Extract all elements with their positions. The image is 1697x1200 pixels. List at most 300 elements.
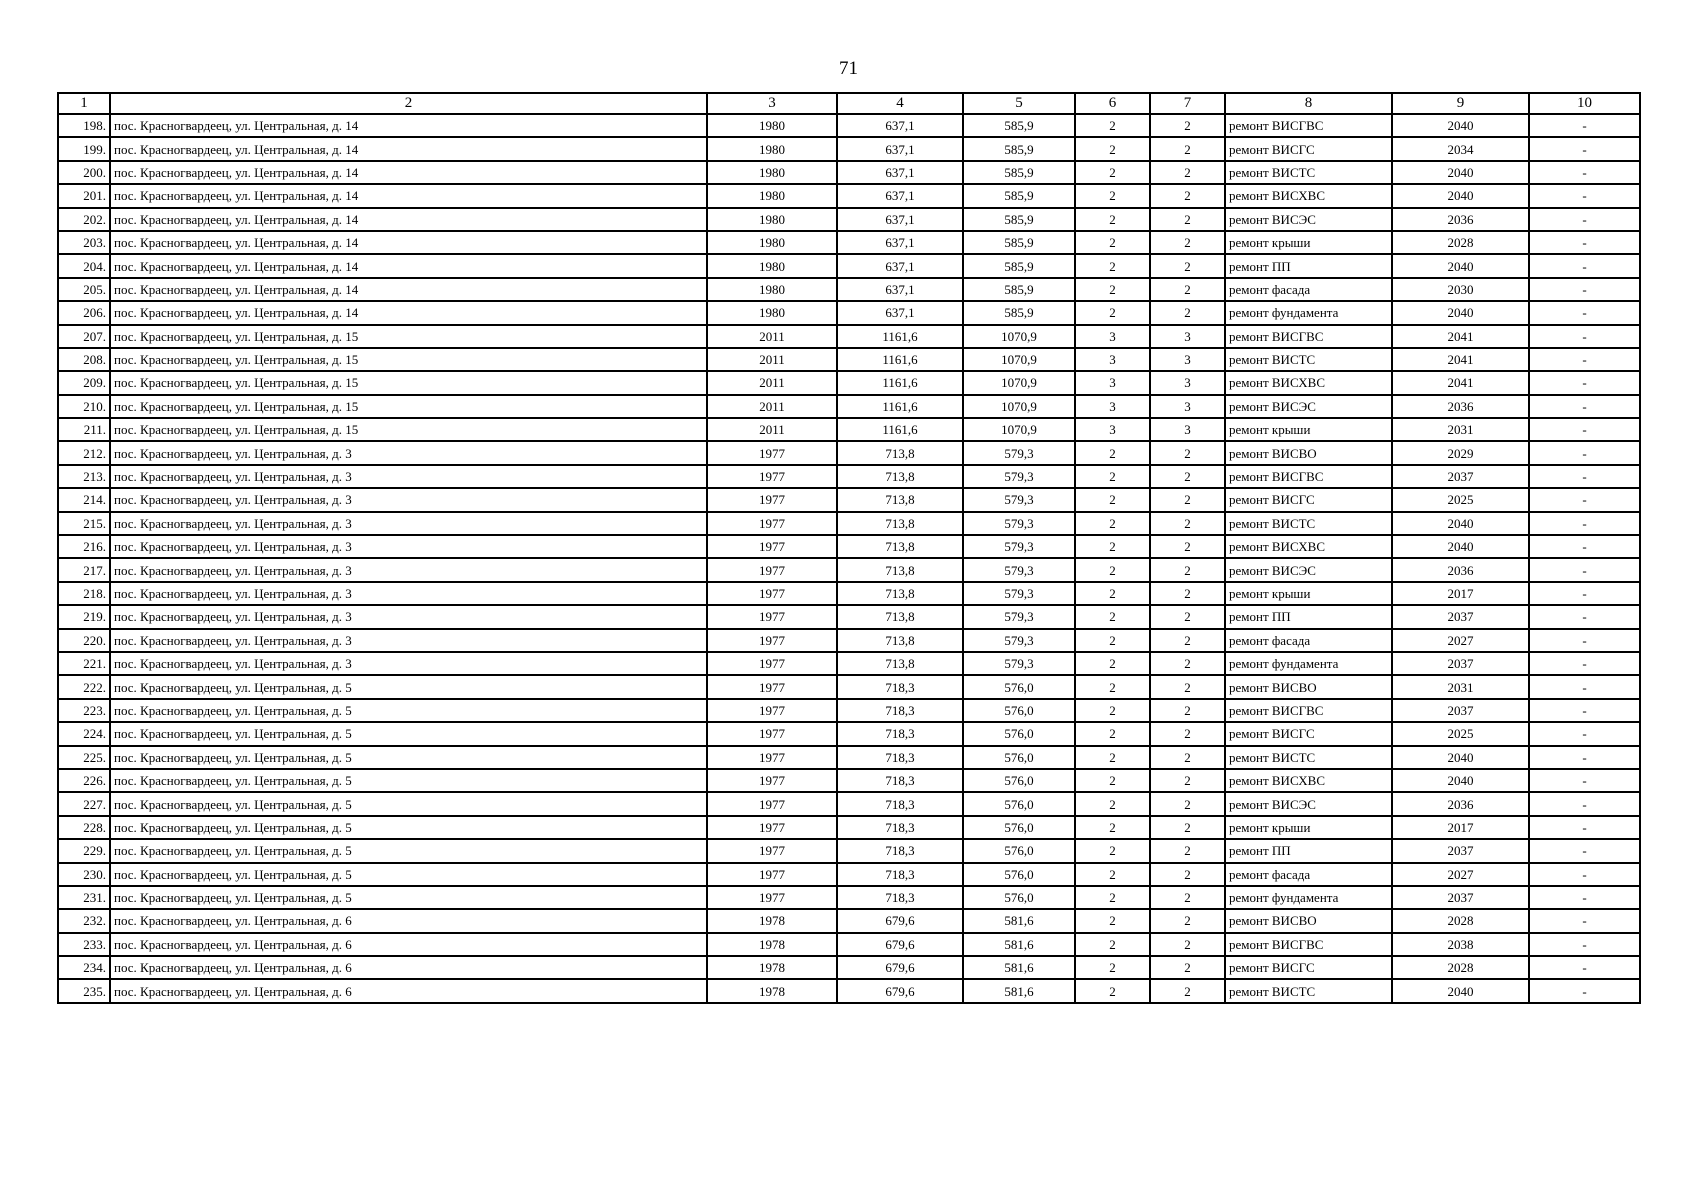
planned-year-cell: 2025 bbox=[1392, 488, 1529, 511]
year-cell: 1977 bbox=[707, 769, 837, 792]
floors-cell: 3 bbox=[1075, 371, 1150, 394]
area-total-cell: 713,8 bbox=[837, 652, 963, 675]
entrances-cell: 3 bbox=[1150, 395, 1225, 418]
table-row bbox=[58, 231, 1640, 254]
row-number-cell: 228. bbox=[58, 816, 110, 839]
area-living-cell: 585,9 bbox=[963, 184, 1075, 207]
planned-year-cell: 2041 bbox=[1392, 325, 1529, 348]
planned-year-cell: 2040 bbox=[1392, 769, 1529, 792]
year-cell: 1980 bbox=[707, 254, 837, 277]
address-cell: пос. Красногвардеец, ул. Центральная, д. 14 bbox=[110, 161, 707, 184]
table-row bbox=[58, 325, 1640, 348]
table-body bbox=[58, 114, 1640, 1003]
work-type-cell: ремонт фасада bbox=[1225, 863, 1392, 886]
work-type-cell: ремонт ПП bbox=[1225, 839, 1392, 862]
floors-cell: 2 bbox=[1075, 629, 1150, 652]
year-cell: 1977 bbox=[707, 863, 837, 886]
row-number-cell: 234. bbox=[58, 956, 110, 979]
planned-year-cell: 2017 bbox=[1392, 582, 1529, 605]
year-cell: 1980 bbox=[707, 208, 837, 231]
table-row bbox=[58, 629, 1640, 652]
floors-cell: 3 bbox=[1075, 325, 1150, 348]
address-cell: пос. Красногвардеец, ул. Центральная, д. 3 bbox=[110, 535, 707, 558]
work-type-cell: ремонт ВИСЭС bbox=[1225, 792, 1392, 815]
floors-cell: 3 bbox=[1075, 395, 1150, 418]
entrances-cell: 2 bbox=[1150, 465, 1225, 488]
area-total-cell: 679,6 bbox=[837, 956, 963, 979]
area-living-cell: 1070,9 bbox=[963, 395, 1075, 418]
row-number-cell: 206. bbox=[58, 301, 110, 324]
note-cell: - bbox=[1529, 933, 1640, 956]
floors-cell: 2 bbox=[1075, 558, 1150, 581]
row-number-cell: 232. bbox=[58, 909, 110, 932]
table-row bbox=[58, 933, 1640, 956]
year-cell: 1977 bbox=[707, 488, 837, 511]
note-cell: - bbox=[1529, 231, 1640, 254]
year-cell: 1978 bbox=[707, 956, 837, 979]
entrances-cell: 2 bbox=[1150, 839, 1225, 862]
table-row bbox=[58, 769, 1640, 792]
note-cell: - bbox=[1529, 512, 1640, 535]
note-cell: - bbox=[1529, 769, 1640, 792]
entrances-cell: 2 bbox=[1150, 792, 1225, 815]
row-number-cell: 217. bbox=[58, 558, 110, 581]
note-cell: - bbox=[1529, 816, 1640, 839]
entrances-cell: 2 bbox=[1150, 605, 1225, 628]
entrances-cell: 2 bbox=[1150, 254, 1225, 277]
work-type-cell: ремонт ВИСТС bbox=[1225, 746, 1392, 769]
column-header: 3 bbox=[707, 93, 837, 114]
planned-year-cell: 2040 bbox=[1392, 535, 1529, 558]
planned-year-cell: 2030 bbox=[1392, 278, 1529, 301]
floors-cell: 2 bbox=[1075, 909, 1150, 932]
year-cell: 1977 bbox=[707, 675, 837, 698]
address-cell: пос. Красногвардеец, ул. Центральная, д. 14 bbox=[110, 254, 707, 277]
row-number-cell: 208. bbox=[58, 348, 110, 371]
area-total-cell: 637,1 bbox=[837, 254, 963, 277]
area-total-cell: 713,8 bbox=[837, 441, 963, 464]
address-cell: пос. Красногвардеец, ул. Центральная, д. 3 bbox=[110, 465, 707, 488]
entrances-cell: 2 bbox=[1150, 722, 1225, 745]
floors-cell: 2 bbox=[1075, 465, 1150, 488]
address-cell: пос. Красногвардеец, ул. Центральная, д. 3 bbox=[110, 558, 707, 581]
area-total-cell: 713,8 bbox=[837, 629, 963, 652]
area-living-cell: 576,0 bbox=[963, 816, 1075, 839]
entrances-cell: 2 bbox=[1150, 652, 1225, 675]
table-row bbox=[58, 465, 1640, 488]
area-living-cell: 576,0 bbox=[963, 792, 1075, 815]
note-cell: - bbox=[1529, 208, 1640, 231]
year-cell: 2011 bbox=[707, 418, 837, 441]
year-cell: 1980 bbox=[707, 301, 837, 324]
area-total-cell: 718,3 bbox=[837, 886, 963, 909]
note-cell: - bbox=[1529, 418, 1640, 441]
row-number-cell: 205. bbox=[58, 278, 110, 301]
year-cell: 1978 bbox=[707, 979, 837, 1002]
table-row bbox=[58, 863, 1640, 886]
year-cell: 2011 bbox=[707, 325, 837, 348]
area-total-cell: 713,8 bbox=[837, 582, 963, 605]
work-type-cell: ремонт фундамента bbox=[1225, 301, 1392, 324]
address-cell: пос. Красногвардеец, ул. Центральная, д. 6 bbox=[110, 956, 707, 979]
row-number-cell: 218. bbox=[58, 582, 110, 605]
entrances-cell: 2 bbox=[1150, 137, 1225, 160]
planned-year-cell: 2040 bbox=[1392, 512, 1529, 535]
note-cell: - bbox=[1529, 488, 1640, 511]
note-cell: - bbox=[1529, 746, 1640, 769]
floors-cell: 2 bbox=[1075, 605, 1150, 628]
column-header: 8 bbox=[1225, 93, 1392, 114]
entrances-cell: 2 bbox=[1150, 208, 1225, 231]
planned-year-cell: 2031 bbox=[1392, 418, 1529, 441]
planned-year-cell: 2028 bbox=[1392, 909, 1529, 932]
note-cell: - bbox=[1529, 605, 1640, 628]
note-cell: - bbox=[1529, 699, 1640, 722]
entrances-cell: 3 bbox=[1150, 371, 1225, 394]
area-living-cell: 1070,9 bbox=[963, 418, 1075, 441]
address-cell: пос. Красногвардеец, ул. Центральная, д. 5 bbox=[110, 863, 707, 886]
area-living-cell: 579,3 bbox=[963, 652, 1075, 675]
year-cell: 1977 bbox=[707, 816, 837, 839]
planned-year-cell: 2036 bbox=[1392, 558, 1529, 581]
table-row bbox=[58, 301, 1640, 324]
work-type-cell: ремонт ВИСГВС bbox=[1225, 699, 1392, 722]
year-cell: 1977 bbox=[707, 746, 837, 769]
work-type-cell: ремонт ВИСТС bbox=[1225, 161, 1392, 184]
work-type-cell: ремонт ВИСТС bbox=[1225, 348, 1392, 371]
note-cell: - bbox=[1529, 582, 1640, 605]
year-cell: 1978 bbox=[707, 909, 837, 932]
table-row bbox=[58, 582, 1640, 605]
entrances-cell: 2 bbox=[1150, 956, 1225, 979]
entrances-cell: 2 bbox=[1150, 161, 1225, 184]
row-number-cell: 216. bbox=[58, 535, 110, 558]
entrances-cell: 2 bbox=[1150, 886, 1225, 909]
planned-year-cell: 2040 bbox=[1392, 746, 1529, 769]
table-row bbox=[58, 184, 1640, 207]
entrances-cell: 3 bbox=[1150, 325, 1225, 348]
planned-year-cell: 2036 bbox=[1392, 208, 1529, 231]
row-number-cell: 230. bbox=[58, 863, 110, 886]
year-cell: 2011 bbox=[707, 371, 837, 394]
work-type-cell: ремонт ВИСГВС bbox=[1225, 465, 1392, 488]
column-number-row bbox=[58, 93, 1640, 114]
table-row bbox=[58, 395, 1640, 418]
work-type-cell: ремонт ВИСХВС bbox=[1225, 371, 1392, 394]
address-cell: пос. Красногвардеец, ул. Центральная, д. 3 bbox=[110, 605, 707, 628]
note-cell: - bbox=[1529, 254, 1640, 277]
row-number-cell: 219. bbox=[58, 605, 110, 628]
area-total-cell: 718,3 bbox=[837, 839, 963, 862]
planned-year-cell: 2041 bbox=[1392, 371, 1529, 394]
planned-year-cell: 2028 bbox=[1392, 231, 1529, 254]
entrances-cell: 2 bbox=[1150, 441, 1225, 464]
area-living-cell: 579,3 bbox=[963, 535, 1075, 558]
table-row bbox=[58, 254, 1640, 277]
area-living-cell: 581,6 bbox=[963, 933, 1075, 956]
note-cell: - bbox=[1529, 371, 1640, 394]
row-number-cell: 199. bbox=[58, 137, 110, 160]
address-cell: пос. Красногвардеец, ул. Центральная, д. 3 bbox=[110, 512, 707, 535]
table-row bbox=[58, 722, 1640, 745]
column-header: 4 bbox=[837, 93, 963, 114]
area-total-cell: 679,6 bbox=[837, 979, 963, 1002]
planned-year-cell: 2037 bbox=[1392, 886, 1529, 909]
row-number-cell: 203. bbox=[58, 231, 110, 254]
planned-year-cell: 2036 bbox=[1392, 395, 1529, 418]
area-living-cell: 579,3 bbox=[963, 629, 1075, 652]
year-cell: 1977 bbox=[707, 839, 837, 862]
area-living-cell: 579,3 bbox=[963, 465, 1075, 488]
address-cell: пос. Красногвардеец, ул. Центральная, д. 14 bbox=[110, 184, 707, 207]
area-living-cell: 579,3 bbox=[963, 441, 1075, 464]
row-number-cell: 212. bbox=[58, 441, 110, 464]
row-number-cell: 220. bbox=[58, 629, 110, 652]
floors-cell: 2 bbox=[1075, 582, 1150, 605]
planned-year-cell: 2036 bbox=[1392, 792, 1529, 815]
area-living-cell: 579,3 bbox=[963, 605, 1075, 628]
area-total-cell: 718,3 bbox=[837, 746, 963, 769]
area-total-cell: 637,1 bbox=[837, 208, 963, 231]
area-living-cell: 585,9 bbox=[963, 208, 1075, 231]
entrances-cell: 2 bbox=[1150, 582, 1225, 605]
address-cell: пос. Красногвардеец, ул. Центральная, д. 14 bbox=[110, 231, 707, 254]
area-living-cell: 581,6 bbox=[963, 979, 1075, 1002]
address-cell: пос. Красногвардеец, ул. Центральная, д. 5 bbox=[110, 792, 707, 815]
area-total-cell: 637,1 bbox=[837, 137, 963, 160]
note-cell: - bbox=[1529, 184, 1640, 207]
table-row bbox=[58, 208, 1640, 231]
area-living-cell: 585,9 bbox=[963, 137, 1075, 160]
year-cell: 1977 bbox=[707, 441, 837, 464]
area-living-cell: 576,0 bbox=[963, 675, 1075, 698]
work-type-cell: ремонт крыши bbox=[1225, 231, 1392, 254]
entrances-cell: 3 bbox=[1150, 418, 1225, 441]
table-row bbox=[58, 535, 1640, 558]
floors-cell: 2 bbox=[1075, 652, 1150, 675]
entrances-cell: 2 bbox=[1150, 699, 1225, 722]
row-number-cell: 224. bbox=[58, 722, 110, 745]
planned-year-cell: 2040 bbox=[1392, 184, 1529, 207]
planned-year-cell: 2040 bbox=[1392, 979, 1529, 1002]
note-cell: - bbox=[1529, 886, 1640, 909]
planned-year-cell: 2037 bbox=[1392, 839, 1529, 862]
table-row bbox=[58, 839, 1640, 862]
area-living-cell: 576,0 bbox=[963, 863, 1075, 886]
planned-year-cell: 2031 bbox=[1392, 675, 1529, 698]
area-living-cell: 576,0 bbox=[963, 699, 1075, 722]
column-header: 1 bbox=[58, 93, 110, 114]
table-row bbox=[58, 512, 1640, 535]
row-number-cell: 231. bbox=[58, 886, 110, 909]
work-type-cell: ремонт ВИСВО bbox=[1225, 675, 1392, 698]
planned-year-cell: 2037 bbox=[1392, 652, 1529, 675]
note-cell: - bbox=[1529, 114, 1640, 137]
work-type-cell: ремонт ВИСХВС bbox=[1225, 184, 1392, 207]
area-living-cell: 576,0 bbox=[963, 886, 1075, 909]
planned-year-cell: 2034 bbox=[1392, 137, 1529, 160]
table-row bbox=[58, 114, 1640, 137]
address-cell: пос. Красногвардеец, ул. Центральная, д. 3 bbox=[110, 582, 707, 605]
work-type-cell: ремонт ВИСГС bbox=[1225, 488, 1392, 511]
floors-cell: 2 bbox=[1075, 956, 1150, 979]
address-cell: пос. Красногвардеец, ул. Центральная, д. 5 bbox=[110, 722, 707, 745]
work-type-cell: ремонт крыши bbox=[1225, 582, 1392, 605]
entrances-cell: 2 bbox=[1150, 488, 1225, 511]
year-cell: 1980 bbox=[707, 184, 837, 207]
column-header: 5 bbox=[963, 93, 1075, 114]
row-number-cell: 226. bbox=[58, 769, 110, 792]
area-total-cell: 637,1 bbox=[837, 184, 963, 207]
area-living-cell: 581,6 bbox=[963, 909, 1075, 932]
row-number-cell: 213. bbox=[58, 465, 110, 488]
entrances-cell: 2 bbox=[1150, 301, 1225, 324]
table-row bbox=[58, 956, 1640, 979]
row-number-cell: 235. bbox=[58, 979, 110, 1002]
year-cell: 2011 bbox=[707, 348, 837, 371]
year-cell: 1980 bbox=[707, 278, 837, 301]
table-row bbox=[58, 886, 1640, 909]
floors-cell: 2 bbox=[1075, 161, 1150, 184]
area-total-cell: 637,1 bbox=[837, 278, 963, 301]
entrances-cell: 2 bbox=[1150, 979, 1225, 1002]
planned-year-cell: 2025 bbox=[1392, 722, 1529, 745]
work-type-cell: ремонт ВИСТС bbox=[1225, 512, 1392, 535]
address-cell: пос. Красногвардеец, ул. Центральная, д. 5 bbox=[110, 675, 707, 698]
area-living-cell: 585,9 bbox=[963, 301, 1075, 324]
planned-year-cell: 2040 bbox=[1392, 254, 1529, 277]
area-total-cell: 1161,6 bbox=[837, 395, 963, 418]
floors-cell: 2 bbox=[1075, 886, 1150, 909]
address-cell: пос. Красногвардеец, ул. Центральная, д. 5 bbox=[110, 839, 707, 862]
area-total-cell: 713,8 bbox=[837, 558, 963, 581]
work-type-cell: ремонт ПП bbox=[1225, 254, 1392, 277]
floors-cell: 2 bbox=[1075, 816, 1150, 839]
table-row bbox=[58, 137, 1640, 160]
row-number-cell: 225. bbox=[58, 746, 110, 769]
row-number-cell: 215. bbox=[58, 512, 110, 535]
entrances-cell: 2 bbox=[1150, 114, 1225, 137]
year-cell: 1977 bbox=[707, 535, 837, 558]
work-type-cell: ремонт ПП bbox=[1225, 605, 1392, 628]
area-living-cell: 1070,9 bbox=[963, 371, 1075, 394]
row-number-cell: 200. bbox=[58, 161, 110, 184]
address-cell: пос. Красногвардеец, ул. Центральная, д. 5 bbox=[110, 769, 707, 792]
note-cell: - bbox=[1529, 792, 1640, 815]
area-total-cell: 1161,6 bbox=[837, 348, 963, 371]
note-cell: - bbox=[1529, 348, 1640, 371]
note-cell: - bbox=[1529, 161, 1640, 184]
note-cell: - bbox=[1529, 956, 1640, 979]
table-row bbox=[58, 816, 1640, 839]
note-cell: - bbox=[1529, 465, 1640, 488]
repair-schedule-table bbox=[57, 92, 1641, 1004]
note-cell: - bbox=[1529, 652, 1640, 675]
row-number-cell: 214. bbox=[58, 488, 110, 511]
floors-cell: 2 bbox=[1075, 699, 1150, 722]
column-header: 9 bbox=[1392, 93, 1529, 114]
table-row bbox=[58, 652, 1640, 675]
entrances-cell: 2 bbox=[1150, 278, 1225, 301]
floors-cell: 2 bbox=[1075, 792, 1150, 815]
planned-year-cell: 2038 bbox=[1392, 933, 1529, 956]
year-cell: 1977 bbox=[707, 558, 837, 581]
area-total-cell: 713,8 bbox=[837, 535, 963, 558]
area-total-cell: 713,8 bbox=[837, 488, 963, 511]
note-cell: - bbox=[1529, 558, 1640, 581]
note-cell: - bbox=[1529, 137, 1640, 160]
year-cell: 1977 bbox=[707, 652, 837, 675]
area-living-cell: 579,3 bbox=[963, 582, 1075, 605]
area-living-cell: 585,9 bbox=[963, 278, 1075, 301]
address-cell: пос. Красногвардеец, ул. Центральная, д. 6 bbox=[110, 979, 707, 1002]
floors-cell: 2 bbox=[1075, 933, 1150, 956]
planned-year-cell: 2040 bbox=[1392, 301, 1529, 324]
area-total-cell: 718,3 bbox=[837, 722, 963, 745]
year-cell: 1977 bbox=[707, 699, 837, 722]
note-cell: - bbox=[1529, 722, 1640, 745]
floors-cell: 2 bbox=[1075, 114, 1150, 137]
floors-cell: 2 bbox=[1075, 441, 1150, 464]
floors-cell: 2 bbox=[1075, 488, 1150, 511]
entrances-cell: 2 bbox=[1150, 512, 1225, 535]
address-cell: пос. Красногвардеец, ул. Центральная, д. 6 bbox=[110, 933, 707, 956]
year-cell: 1977 bbox=[707, 605, 837, 628]
floors-cell: 2 bbox=[1075, 769, 1150, 792]
area-total-cell: 637,1 bbox=[837, 301, 963, 324]
floors-cell: 2 bbox=[1075, 208, 1150, 231]
area-total-cell: 637,1 bbox=[837, 114, 963, 137]
work-type-cell: ремонт ВИСВО bbox=[1225, 441, 1392, 464]
address-cell: пос. Красногвардеец, ул. Центральная, д. 15 bbox=[110, 395, 707, 418]
row-number-cell: 207. bbox=[58, 325, 110, 348]
year-cell: 1977 bbox=[707, 722, 837, 745]
work-type-cell: ремонт ВИСГС bbox=[1225, 137, 1392, 160]
work-type-cell: ремонт ВИСХВС bbox=[1225, 535, 1392, 558]
note-cell: - bbox=[1529, 301, 1640, 324]
note-cell: - bbox=[1529, 909, 1640, 932]
area-total-cell: 679,6 bbox=[837, 933, 963, 956]
entrances-cell: 2 bbox=[1150, 675, 1225, 698]
row-number-cell: 211. bbox=[58, 418, 110, 441]
table-row bbox=[58, 605, 1640, 628]
floors-cell: 2 bbox=[1075, 746, 1150, 769]
area-total-cell: 718,3 bbox=[837, 863, 963, 886]
row-number-cell: 201. bbox=[58, 184, 110, 207]
work-type-cell: ремонт фасада bbox=[1225, 629, 1392, 652]
work-type-cell: ремонт ВИСГВС bbox=[1225, 114, 1392, 137]
work-type-cell: ремонт фундамента bbox=[1225, 652, 1392, 675]
area-living-cell: 585,9 bbox=[963, 114, 1075, 137]
table-row bbox=[58, 909, 1640, 932]
area-living-cell: 579,3 bbox=[963, 512, 1075, 535]
area-living-cell: 1070,9 bbox=[963, 325, 1075, 348]
floors-cell: 2 bbox=[1075, 254, 1150, 277]
floors-cell: 2 bbox=[1075, 278, 1150, 301]
year-cell: 1978 bbox=[707, 933, 837, 956]
row-number-cell: 198. bbox=[58, 114, 110, 137]
entrances-cell: 2 bbox=[1150, 558, 1225, 581]
address-cell: пос. Красногвардеец, ул. Центральная, д. 3 bbox=[110, 488, 707, 511]
area-total-cell: 718,3 bbox=[837, 699, 963, 722]
address-cell: пос. Красногвардеец, ул. Центральная, д. 15 bbox=[110, 371, 707, 394]
year-cell: 1977 bbox=[707, 512, 837, 535]
address-cell: пос. Красногвардеец, ул. Центральная, д. 5 bbox=[110, 746, 707, 769]
entrances-cell: 2 bbox=[1150, 629, 1225, 652]
year-cell: 1977 bbox=[707, 792, 837, 815]
floors-cell: 3 bbox=[1075, 348, 1150, 371]
address-cell: пос. Красногвардеец, ул. Центральная, д. 14 bbox=[110, 278, 707, 301]
